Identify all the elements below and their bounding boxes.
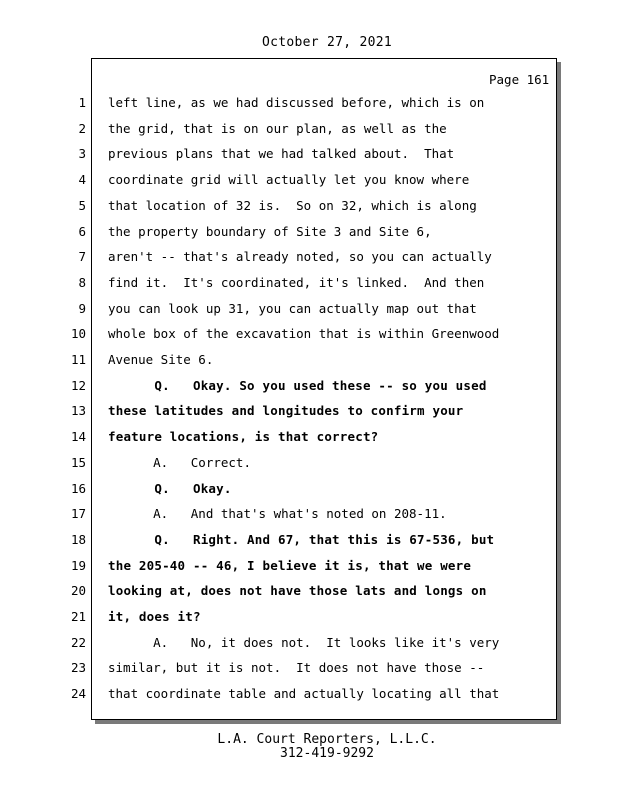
- header-date: October 27, 2021: [261, 35, 393, 50]
- line-text: it, does it?: [108, 609, 201, 624]
- line-text: you can look up 31, you can actually map out that: [108, 301, 477, 316]
- line-text: coordinate grid will actually let you know where: [108, 172, 470, 187]
- page-number: Page 161: [489, 72, 550, 87]
- line-text: similar, but it is not. It does not have those --: [108, 660, 485, 675]
- line-text: feature locations, is that correct?: [108, 429, 379, 444]
- line-number: 13: [70, 403, 86, 418]
- line-text: Q. Okay.: [108, 481, 232, 496]
- line-text: that coordinate table and actually locating all that: [108, 686, 500, 701]
- line-text: A. No, it does not. It looks like it's very: [108, 635, 500, 650]
- line-number: 17: [70, 506, 86, 521]
- line-text: aren't -- that's already noted, so you can actually: [108, 249, 492, 264]
- line-text: Q. Okay. So you used these -- so you used: [108, 378, 487, 393]
- line-number: 8: [78, 275, 86, 290]
- line-number: 24: [70, 686, 86, 701]
- line-text: left line, as we had discussed before, which is on: [108, 95, 485, 110]
- line-number: 12: [70, 378, 86, 393]
- footer-phone: 312-419-9292: [280, 746, 374, 761]
- line-number: 3: [78, 146, 86, 161]
- line-text: previous plans that we had talked about. That: [108, 146, 455, 161]
- line-text: Q. Right. And 67, that this is 67-536, but: [108, 532, 495, 547]
- line-number: 15: [70, 455, 86, 470]
- line-number: 10: [70, 326, 86, 341]
- line-text: that location of 32 is. So on 32, which is along: [108, 198, 477, 213]
- line-number: 11: [70, 352, 86, 367]
- footer-company: L.A. Court Reporters, L.L.C.: [217, 732, 437, 747]
- line-text: A. Correct.: [108, 455, 251, 470]
- line-text: find it. It's coordinated, it's linked. And then: [108, 275, 485, 290]
- line-text: Avenue Site 6.: [108, 352, 214, 367]
- line-number: 20: [70, 583, 86, 598]
- footer: [0, 733, 618, 761]
- line-text: the 205-40 -- 46, I believe it is, that we were: [108, 558, 472, 573]
- line-number: 23: [70, 660, 86, 675]
- line-number: 6: [78, 224, 86, 239]
- line-text: the grid, that is on our plan, as well as the: [108, 121, 447, 136]
- line-number: 18: [70, 532, 86, 547]
- line-number: 9: [78, 301, 86, 316]
- line-number: 16: [70, 481, 86, 496]
- line-text: the property boundary of Site 3 and Site 6,: [108, 224, 432, 239]
- line-number: 7: [78, 249, 86, 264]
- line-number: 22: [70, 635, 86, 650]
- line-text: whole box of the excavation that is within Greenwood: [108, 326, 500, 341]
- line-number: 1: [78, 95, 86, 110]
- line-number: 2: [78, 121, 86, 136]
- line-text: these latitudes and longitudes to confirm your: [108, 403, 464, 418]
- line-text: A. And that's what's noted on 208-11.: [108, 506, 447, 521]
- line-number: 14: [70, 429, 86, 444]
- line-number: 21: [70, 609, 86, 624]
- line-number: 4: [78, 172, 86, 187]
- line-number: 5: [78, 198, 86, 213]
- line-number: 19: [70, 558, 86, 573]
- line-text: looking at, does not have those lats and longs on: [108, 583, 487, 598]
